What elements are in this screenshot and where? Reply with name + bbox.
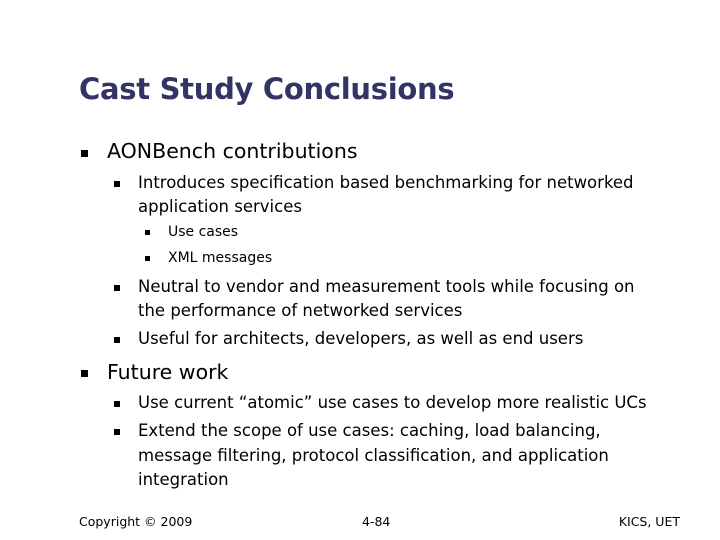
bullet-line: Use current “atomic” use cases to develop more realistic UCs	[138, 393, 647, 412]
bullet-line: Useful for architects, developers, as well as end users	[138, 329, 584, 348]
sub-bullet-line: Use cases	[168, 224, 239, 240]
sub-bullet-line: XML messages	[168, 250, 273, 266]
square-bullet-icon	[114, 401, 120, 407]
footer-copyright: Copyright © 2009	[79, 514, 193, 529]
square-bullet-icon	[114, 337, 120, 343]
square-bullet-icon	[114, 181, 120, 187]
square-bullet-icon	[145, 256, 150, 261]
square-bullet-icon	[145, 230, 150, 235]
bullet-line: message filtering, protocol classification, and application	[138, 446, 609, 465]
footer-organization: KICS, UET	[618, 514, 680, 529]
square-bullet-icon	[81, 370, 88, 377]
bullet-line: Extend the scope of use cases: caching, load balancing,	[138, 421, 601, 440]
bullet-line: integration	[138, 470, 229, 489]
square-bullet-icon	[81, 150, 88, 157]
bullet-line: the performance of networked services	[138, 301, 463, 320]
bullet-line: application services	[138, 197, 302, 216]
square-bullet-icon	[114, 285, 120, 291]
bullet-line: Introduces specification based benchmarking for networked	[138, 173, 634, 192]
slide-title: Cast Study Conclusions	[79, 72, 455, 106]
section-heading: AONBench contributions	[107, 139, 358, 163]
square-bullet-icon	[114, 429, 120, 435]
bullet-line: Neutral to vendor and measurement tools while focusing on	[138, 277, 635, 296]
footer-page-number: 4-84	[362, 514, 391, 529]
section-heading: Future work	[107, 360, 229, 384]
